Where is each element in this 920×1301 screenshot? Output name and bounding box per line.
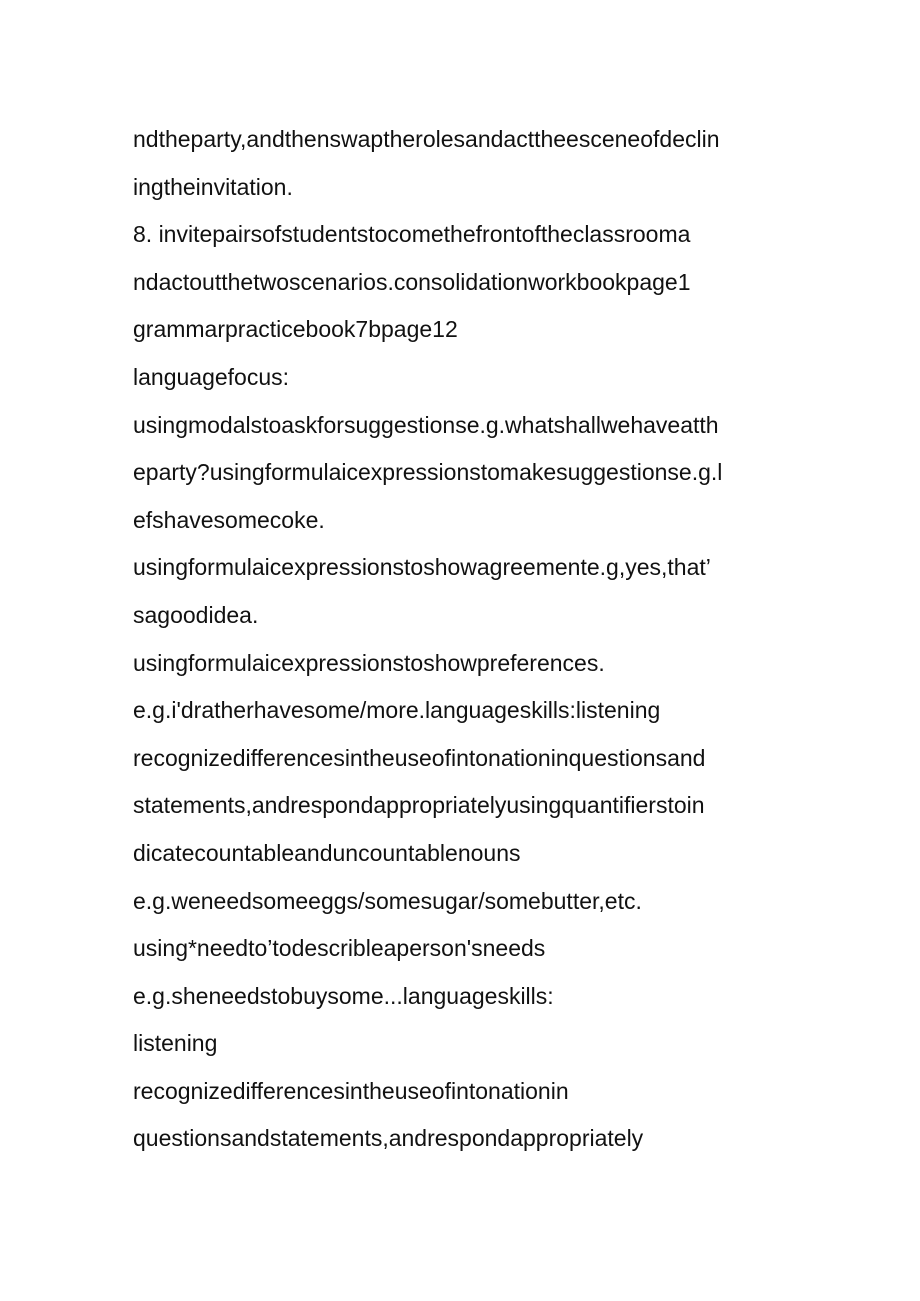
text-line: e.g.i'dratherhavesome/more.languageskills:listening <box>133 697 661 724</box>
text-line: grammarpracticebook7bpage12 <box>133 316 458 343</box>
text-line: listening <box>133 1030 218 1057</box>
text-line: usingformulaicexpressionstoshowagreemente.g,yes,that’ <box>133 554 711 581</box>
text-line: ndtheparty,andthenswaptherolesandacttheesceneofdeclin <box>133 126 720 152</box>
text-line: efshavesomecoke. <box>133 506 325 533</box>
text-line: e.g.sheneedstobuysome...languageskills: <box>133 982 554 1009</box>
text-line: ingtheinvitation. <box>133 173 293 200</box>
text-line: using*needto’todescribleaperson'sneeds <box>133 935 546 962</box>
text-line: recognizedifferencesintheuseofintonationin <box>133 1077 569 1104</box>
text-line: e.g.weneedsomeeggs/somesugar/somebutter,etc. <box>133 887 642 914</box>
text-line: usingformulaicexpressionstoshowpreferences. <box>133 649 605 676</box>
text-line: statements,andrespondappropriatelyusingquantifierstoin <box>133 792 705 819</box>
text-line: usingmodalstoaskforsuggestionse.g.whatshallwehaveatth <box>133 411 719 438</box>
text-line: languagefocus: <box>133 363 290 390</box>
text-line: sagoodidea. <box>133 601 259 628</box>
text-line: ndactoutthetwoscenarios.consolidationworkbookpage1 <box>133 268 691 295</box>
text-line: dicatecountableanduncountablenouns <box>133 839 521 866</box>
body-text <box>133 116 785 1163</box>
text-line: recognizedifferencesintheuseofintonationinquestionsand <box>133 744 706 771</box>
text-line: 8. invitepairsofstudentstocomethefrontoftheclassrooma <box>133 221 691 248</box>
text-line: eparty?usingformulaicexpressionstomakesuggestionse.g.l <box>133 459 723 486</box>
text-line: questionsandstatements,andrespondappropriately <box>133 1125 644 1152</box>
